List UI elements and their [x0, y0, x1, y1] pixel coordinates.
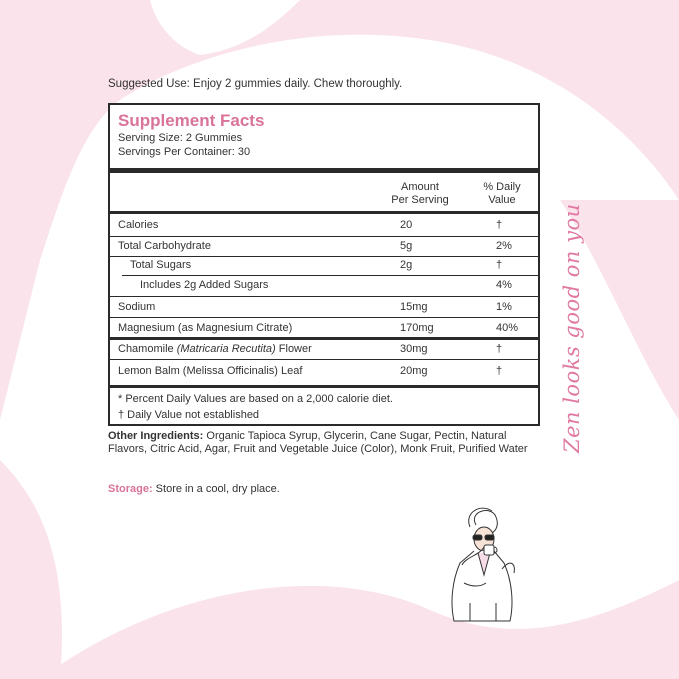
divider: [110, 317, 538, 318]
divider: [110, 337, 538, 340]
servings-per-container: Servings Per Container: 30: [118, 146, 251, 158]
row-dv: †: [496, 343, 503, 355]
row-amount: 20: [400, 219, 413, 231]
row-amount: 15mg: [400, 301, 428, 313]
suggested-use: Suggested Use: Enjoy 2 gummies daily. Chew thoroughly.: [108, 78, 403, 90]
footnote-percent-dv: * Percent Daily Values are based on a 2,000 calorie diet.: [118, 393, 393, 405]
divider: [110, 359, 538, 360]
divider: [110, 236, 538, 237]
row-dv: 2%: [496, 240, 512, 252]
row-amount: 170mg: [400, 322, 434, 334]
facts-header: [110, 105, 538, 173]
row-amount: 5g: [400, 240, 413, 252]
divider: [110, 211, 538, 214]
footnote-dv-not-established: † Daily Value not established: [118, 409, 260, 421]
row-label: Total Carbohydrate: [118, 240, 211, 252]
tagline: Zen looks good on you: [560, 203, 584, 453]
row-dv: †: [496, 259, 503, 271]
other-ingredients: [108, 430, 538, 456]
row-dv: †: [496, 365, 503, 377]
row-label: Calories: [118, 219, 159, 231]
supplement-facts-panel: [108, 103, 540, 426]
woman-illustration-icon: [440, 503, 530, 625]
storage-text: Store in a cool, dry place.: [152, 483, 280, 495]
row-amount: 20mg: [400, 365, 428, 377]
row-amount: 2g: [400, 259, 413, 271]
row-label: Sodium: [118, 301, 156, 313]
row-label: Magnesium (as Magnesium Citrate): [118, 322, 293, 334]
row-label: [118, 343, 312, 355]
row-label: Lemon Balm (Melissa Officinalis) Leaf: [118, 365, 303, 377]
row-dv: 1%: [496, 301, 512, 313]
row-amount: 30mg: [400, 343, 428, 355]
storage-instructions: [108, 483, 280, 495]
other-ingredients-label: Other Ingredients:: [108, 430, 204, 442]
row-dv: 4%: [496, 279, 512, 291]
row-label: Total Sugars: [130, 259, 192, 271]
row-dv: 40%: [496, 322, 519, 334]
facts-title: Supplement Facts: [118, 111, 265, 130]
row-label-part: Flower: [275, 343, 312, 355]
divider: [110, 256, 538, 257]
divider: [122, 275, 538, 276]
other-ingredients-text: Organic Tapioca Syrup, Glycerin, Cane Sugar, Pectin, Natural Flavors, Citric Acid, Agar, Fruit and Vegetable Juice (Color), Monk Fruit, Purified Water: [108, 430, 528, 455]
storage-label: Storage:: [108, 483, 153, 495]
row-label: Includes 2g Added Sugars: [140, 279, 269, 291]
row-dv: †: [496, 219, 503, 231]
divider: [110, 385, 538, 388]
divider: [110, 296, 538, 297]
row-label-part: Chamomile: [118, 343, 177, 355]
row-label-italic: (Matricaria Recutita): [176, 343, 276, 355]
column-amount-header: Amount Per Serving: [391, 181, 449, 206]
serving-size: Serving Size: 2 Gummies: [118, 132, 243, 144]
column-dv-header: % Daily Value: [483, 181, 521, 206]
